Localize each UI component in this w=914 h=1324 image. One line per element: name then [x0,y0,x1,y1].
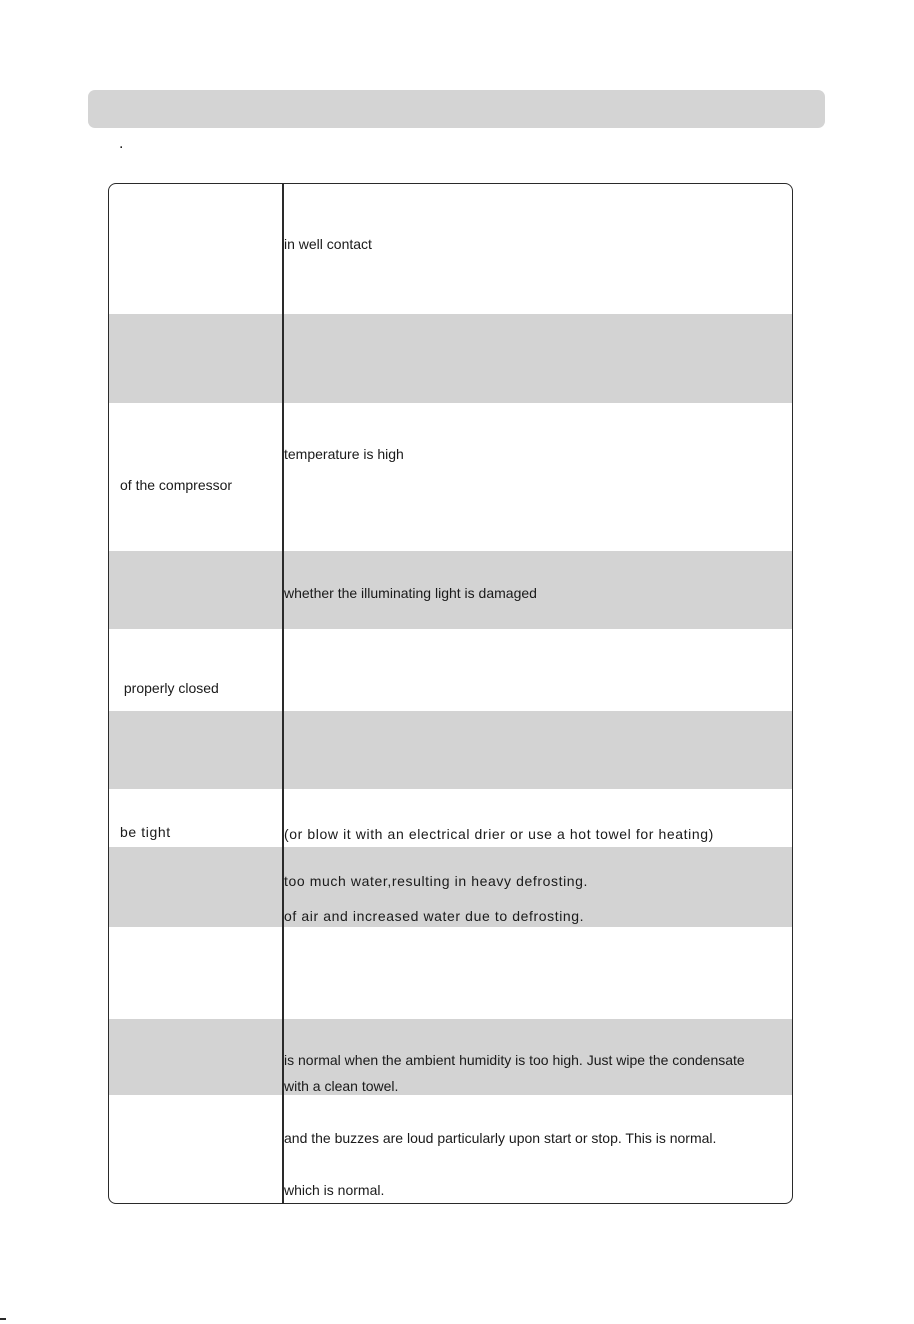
table-row-9 [109,927,792,1019]
column-divider [282,184,284,1203]
table-row-7 [109,789,792,847]
table-row-4 [109,551,792,629]
section-header-bar [88,90,825,128]
row-7-solution-line-1: (or blow it with an electrical drier or use a hot towel for heating) [284,826,714,842]
row-11-solution-line-2: which is normal. [284,1182,385,1198]
table-row-8 [109,847,792,927]
table-row-10 [109,1019,792,1095]
row-8-solution-line-1: too much water,resulting in heavy defrosting. [284,873,589,889]
row-3-problem-text: of the compressor [120,477,233,493]
row-4-solution-line-1: whether the illuminating light is damaged [284,585,537,601]
table-row-5 [109,629,792,711]
table-row-6 [109,711,792,789]
page-corner-mark [0,1318,6,1320]
row-3-solution-line-1: temperature is high [284,446,404,462]
row-10-solution-line-1: is normal when the ambient humidity is too high. Just wipe the condensate [284,1052,745,1068]
row-1-solution-line-1: in well contact [284,236,372,252]
row-8-solution-line-2: of air and increased water due to defrosting. [284,908,585,924]
table-row-2 [109,314,792,403]
row-7-problem-text: be tight [120,824,171,840]
table-row-11 [109,1095,792,1203]
table-row-3 [109,403,792,551]
troubleshooting-table [108,183,793,1204]
table-row-1 [109,184,792,314]
row-11-solution-line-1: and the buzzes are loud particularly upon start or stop. This is normal. [284,1130,717,1146]
row-5-problem-text: properly closed [120,680,219,696]
header-note-dot: . [119,135,124,152]
row-10-solution-line-2: with a clean towel. [284,1078,399,1094]
